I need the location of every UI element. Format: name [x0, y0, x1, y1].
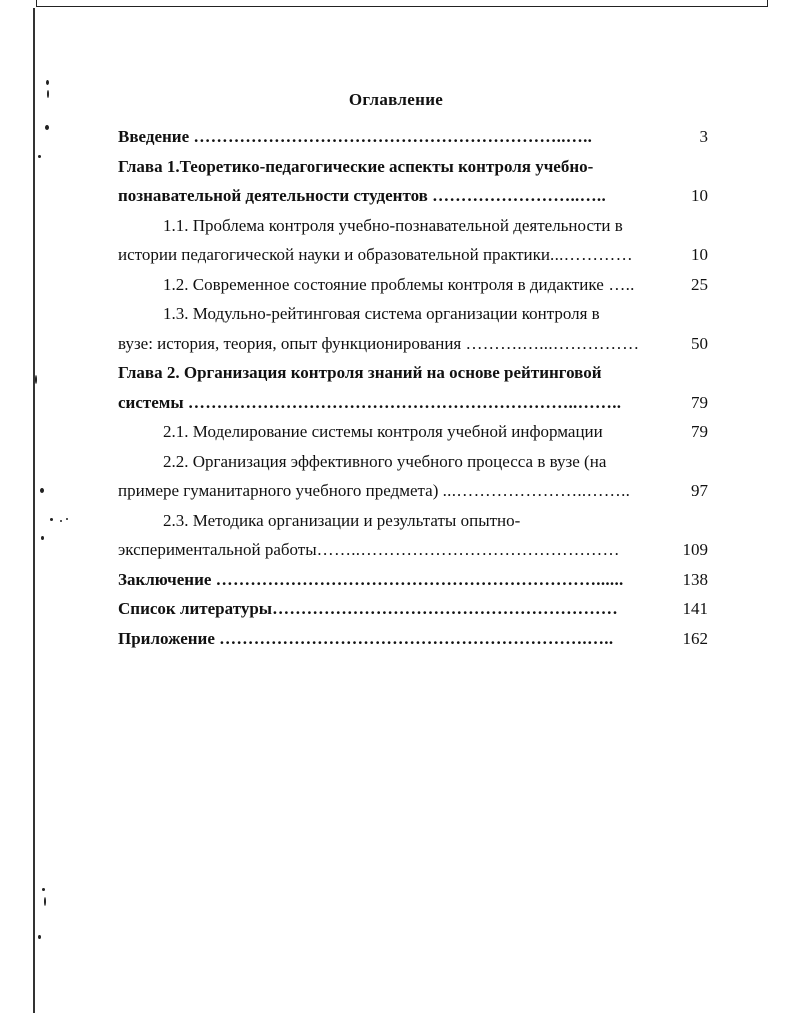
toc-page-number: 79 [691, 392, 708, 412]
scan-speck [46, 80, 49, 85]
toc-entry-text: Глава 1.Теоретико-педагогические аспекты контроля учебно- [118, 156, 594, 176]
toc-entry-chapter-2[interactable] [118, 358, 708, 388]
toc-page-number: 138 [682, 569, 708, 589]
toc-entry-introduction[interactable] [118, 122, 708, 152]
toc-page-number: 97 [691, 481, 708, 500]
toc-leader: …………………………………………………… [272, 599, 619, 618]
toc-entry-text: Приложение [118, 628, 220, 648]
toc-leader: ...…………………..…….. [442, 481, 631, 500]
scan-speck [66, 518, 68, 520]
toc-leader: ………………………………………………………..….. [193, 127, 593, 146]
toc-entry-1-3[interactable] [118, 299, 708, 329]
toc-entry-text: Список литературы [118, 599, 273, 618]
toc-page-number: 109 [682, 540, 708, 559]
toc-entry-text: системы [118, 392, 188, 412]
toc-leader: …………………………………………………………...... [215, 569, 624, 589]
toc-page-number: 3 [699, 127, 708, 146]
toc-leader: ….. [603, 274, 635, 294]
scan-speck [42, 888, 45, 891]
toc-leader: ...………… [550, 245, 633, 264]
toc-entry-text: 2.1. Моделирование системы контроля учебной информации [163, 422, 603, 441]
toc-leader: ……….…...…………… [465, 333, 640, 353]
scan-speck [40, 488, 44, 493]
toc-page-number: 10 [691, 186, 708, 205]
toc-entry-1-2[interactable] [118, 270, 708, 300]
table-of-contents [118, 122, 708, 653]
toc-entry-appendix[interactable] [118, 624, 708, 654]
scan-speck [38, 935, 41, 939]
toc-entry-text: вузе: история, теория, опыт функционирования [118, 333, 466, 353]
toc-page-number: 50 [691, 333, 708, 353]
toc-page-number: 10 [691, 245, 708, 264]
toc-entry-1-1[interactable] [118, 211, 708, 241]
toc-page-number: 79 [691, 422, 708, 441]
toc-entry-text: истории педагогической науки и образовательной практики [118, 245, 551, 264]
toc-entry-2-3-cont[interactable] [118, 535, 708, 565]
toc-entry-text: 2.2. Организация эффективного учебного процесса в вузе (на [163, 451, 607, 471]
toc-leader: ……………………………………………………….….. [219, 628, 614, 648]
toc-entry-text: примере гуманитарного учебного предмета) [118, 481, 443, 500]
scan-speck [60, 520, 62, 522]
toc-entry-text: 2.3. Методика организации и результаты опытно- [163, 510, 521, 530]
scan-border-left [33, 8, 35, 1013]
toc-entry-chapter-2-cont[interactable] [118, 388, 708, 418]
toc-entry-text: 1.1. Проблема контроля учебно-познавательной деятельности в [163, 215, 623, 235]
toc-entry-2-1[interactable] [118, 417, 708, 447]
toc-leader: ……..……………………………………… [316, 540, 620, 559]
toc-page-number: 25 [691, 274, 708, 294]
scan-speck [38, 155, 41, 158]
toc-entry-1-3-cont[interactable] [118, 329, 708, 359]
toc-entry-2-2-cont[interactable] [118, 476, 708, 506]
scan-speck [50, 518, 53, 521]
toc-page-number: 162 [682, 628, 708, 648]
toc-entry-references[interactable] [118, 594, 708, 624]
toc-entry-text: Введение [118, 127, 194, 146]
toc-entry-text: 1.3. Модульно-рейтинговая система организации контроля в [163, 304, 600, 323]
toc-leader: …………………………………………………………..…….. [187, 392, 622, 412]
toc-entry-text: Заключение [118, 569, 216, 589]
toc-entry-1-1-cont[interactable] [118, 240, 708, 270]
toc-entry-text: 1.2. Современное состояние проблемы контроля в дидактике [163, 274, 604, 294]
toc-entry-chapter-1-cont[interactable] [118, 181, 708, 211]
toc-entry-2-3[interactable] [118, 506, 708, 536]
toc-entry-text: Глава 2. Организация контроля знаний на основе рейтинговой [118, 363, 602, 382]
toc-page-number: 141 [682, 599, 708, 618]
toc-entry-2-2[interactable] [118, 447, 708, 477]
scan-speck [44, 897, 46, 906]
scan-speck [45, 125, 49, 130]
page-title: Оглавление [348, 90, 444, 109]
scan-speck [35, 375, 37, 384]
toc-entry-text: познавательной деятельности студентов [118, 186, 433, 205]
toc-entry-conclusion[interactable] [118, 565, 708, 595]
toc-entry-chapter-1[interactable] [118, 152, 708, 182]
scan-border-top [36, 0, 768, 7]
scan-speck [41, 536, 44, 540]
toc-leader: ……………………..….. [432, 186, 607, 205]
toc-entry-text: экспериментальной работы [118, 540, 317, 559]
